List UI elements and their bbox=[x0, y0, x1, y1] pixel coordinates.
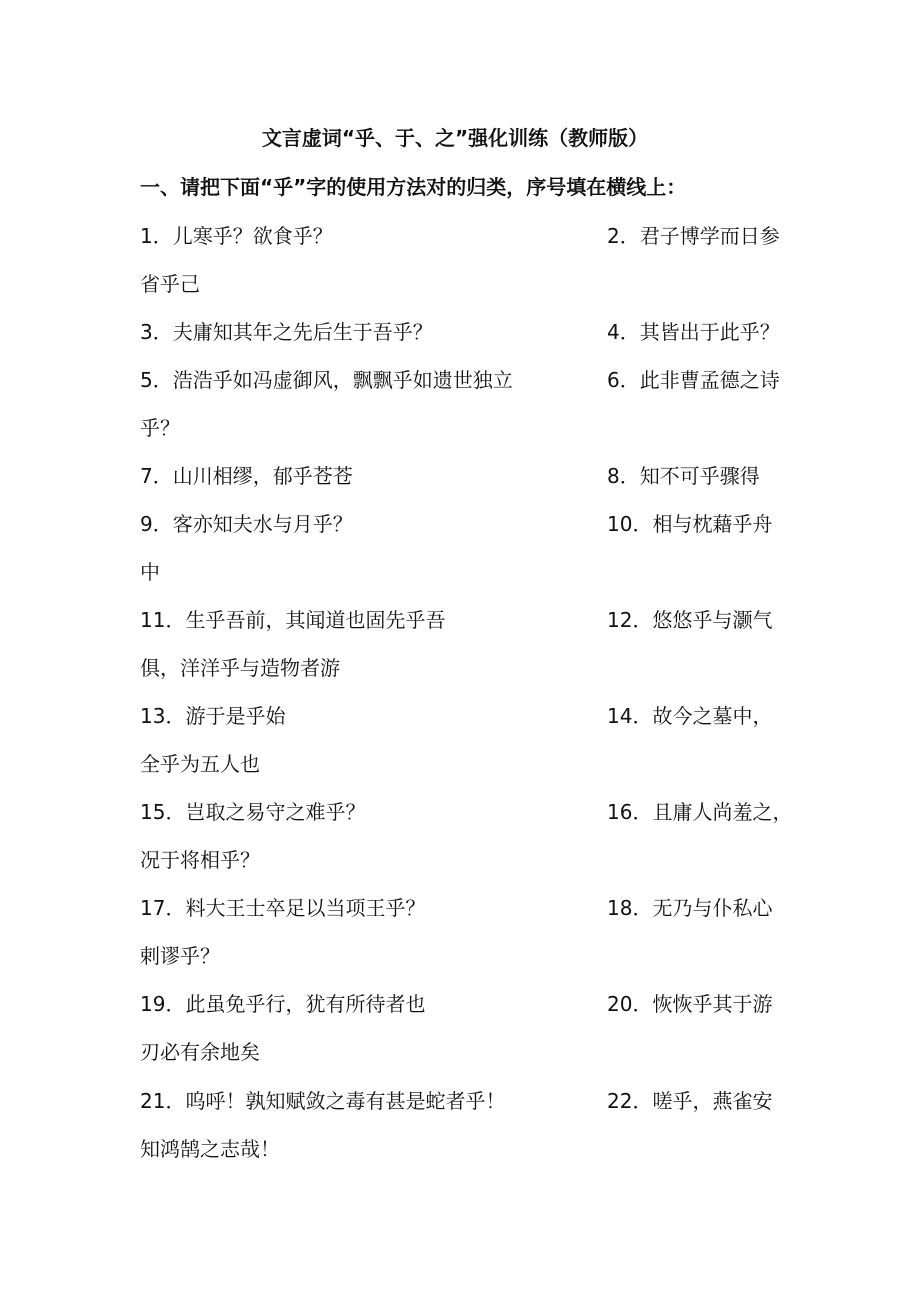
item-8-text: 8．知不可乎骤得 bbox=[607, 464, 760, 488]
page-title: 文言虚词“乎、于、之”强化训练（教师版） bbox=[261, 126, 649, 150]
item-14-continuation: 全乎为五人也 bbox=[140, 752, 260, 776]
item-5-text: 5．浩浩乎如冯虚御风，飘飘乎如遗世独立 bbox=[140, 368, 513, 392]
item-18-text: 18．无乃与仆私心 bbox=[607, 896, 773, 920]
item-3-text: 3．夫庸知其年之先后生于吾乎？ bbox=[140, 320, 433, 344]
item-19-text: 19．此虽免乎行，犹有所待者也 bbox=[140, 992, 426, 1016]
item-15-text: 15．岂取之易守之难乎？ bbox=[140, 800, 366, 824]
item-6-text: 6．此非曹孟德之诗 bbox=[607, 368, 780, 392]
item-9-text: 9．客亦知夫水与月乎？ bbox=[140, 512, 353, 536]
item-2-text: 2．君子博学而日参 bbox=[607, 224, 780, 248]
item-10-text: 10．相与枕藉乎舟 bbox=[607, 512, 773, 536]
item-22-continuation: 知鸿鹄之志哉！ bbox=[140, 1137, 280, 1161]
item-11-text: 11．生乎吾前，其闻道也固先乎吾 bbox=[140, 608, 446, 632]
item-6-continuation: 乎？ bbox=[140, 416, 180, 440]
item-16-continuation: 况于将相乎？ bbox=[140, 848, 260, 872]
item-17-text: 17．料大王士卒足以当项王乎？ bbox=[140, 896, 426, 920]
item-14-text: 14．故今之墓中， bbox=[607, 704, 773, 728]
item-18-continuation: 剌谬乎？ bbox=[140, 944, 220, 968]
item-1-text: 1．儿寒乎？欲食乎？ bbox=[140, 224, 333, 248]
item-10-continuation: 中 bbox=[140, 560, 160, 584]
item-12-continuation: 俱，洋洋乎与造物者游 bbox=[140, 656, 340, 680]
item-22-text: 22．嗟乎，燕雀安 bbox=[607, 1089, 773, 1113]
item-20-text: 20．恢恢乎其于游 bbox=[607, 992, 773, 1016]
item-4-text: 4．其皆出于此乎？ bbox=[607, 320, 780, 344]
item-7-text: 7．山川相缪，郁乎苍苍 bbox=[140, 464, 353, 488]
item-13-text: 13．游于是乎始 bbox=[140, 704, 286, 728]
item-21-text: 21．呜呼！孰知赋敛之毒有甚是蛇者乎！ bbox=[140, 1089, 506, 1113]
item-2-continuation: 省乎己 bbox=[140, 272, 200, 296]
section-heading: 一、请把下面“乎”字的使用方法对的归类，序号填在横线上： bbox=[140, 175, 687, 199]
item-20-continuation: 刃必有余地矣 bbox=[140, 1040, 260, 1064]
item-16-text: 16．且庸人尚羞之， bbox=[607, 800, 793, 824]
item-12-text: 12．悠悠乎与灏气 bbox=[607, 608, 773, 632]
